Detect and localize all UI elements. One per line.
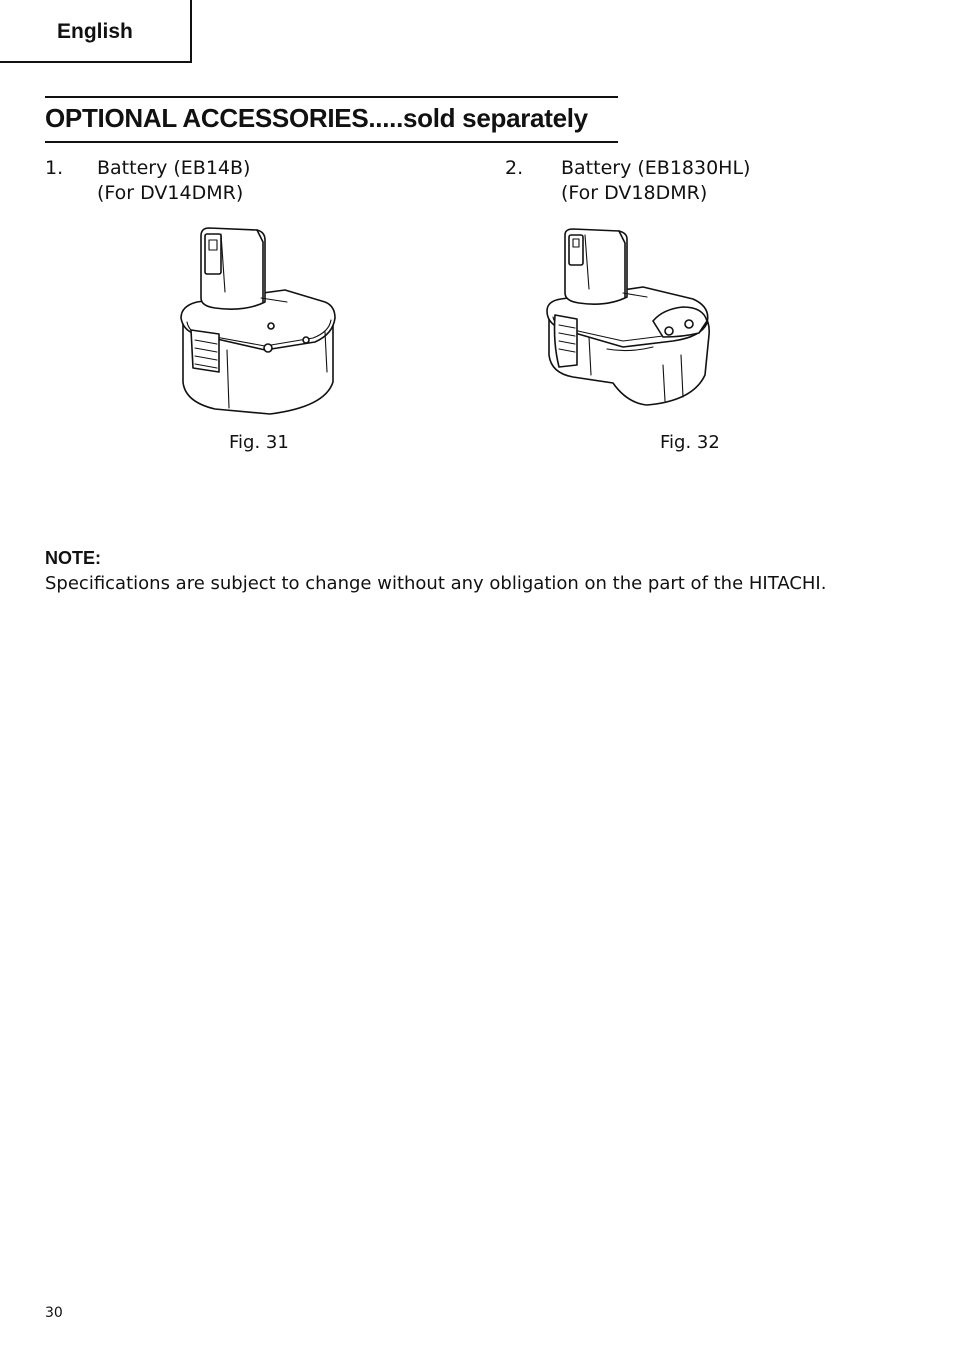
section-heading	[45, 96, 618, 143]
item-compatibility: (For DV18DMR)	[561, 182, 708, 204]
note-label: NOTE:	[45, 548, 101, 568]
battery-eb14b-illustration	[175, 222, 340, 417]
section-title: OPTIONAL ACCESSORIES.....sold separately	[45, 103, 588, 133]
language-label: English	[57, 20, 133, 43]
page-number: 30	[45, 1305, 63, 1321]
item-name: Battery (EB1830HL)	[561, 157, 751, 179]
figure-caption-32: Fig. 32	[660, 432, 720, 453]
battery-eb1830hl-illustration	[543, 225, 715, 410]
note-text: Specifications are subject to change without any obligation on the part of the HITACHI.	[45, 573, 827, 594]
item-compatibility: (For DV14DMR)	[97, 182, 244, 204]
item-number: 2.	[505, 157, 524, 179]
language-tab	[0, 0, 192, 63]
item-name: Battery (EB14B)	[97, 157, 251, 179]
figure-caption-31: Fig. 31	[229, 432, 289, 453]
item-number: 1.	[45, 157, 64, 179]
